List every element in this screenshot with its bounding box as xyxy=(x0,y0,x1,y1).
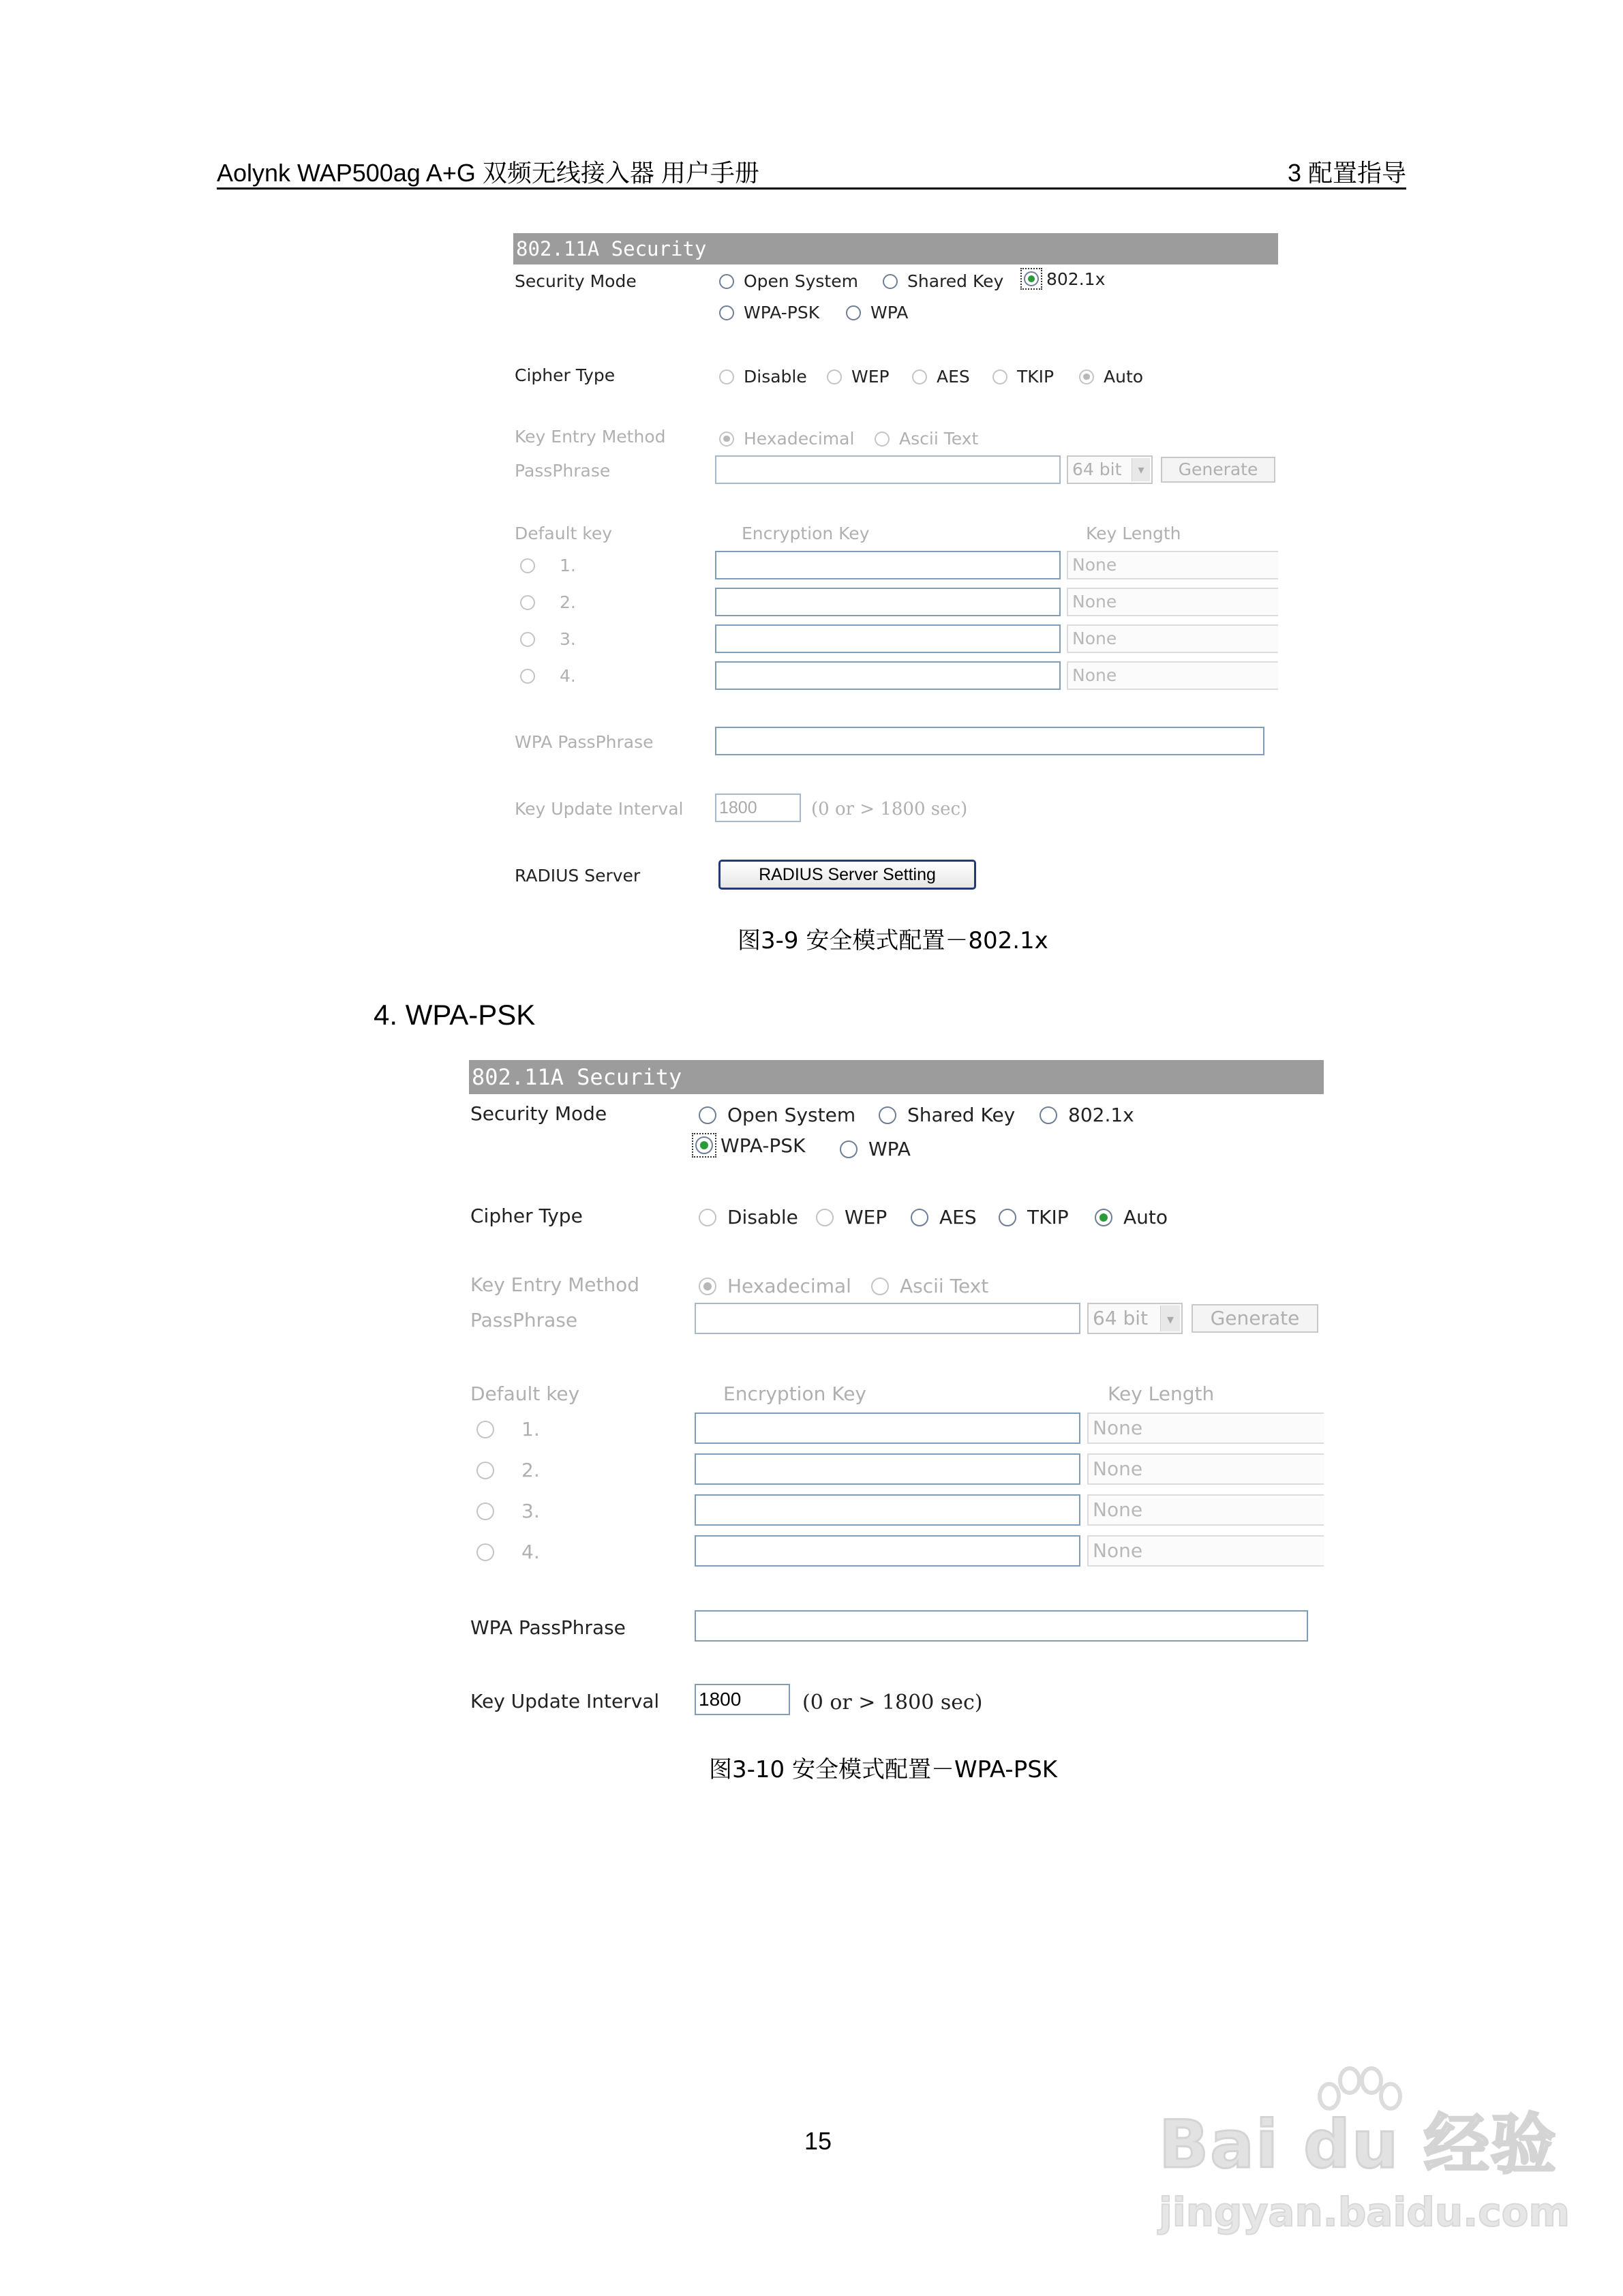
chevron-down-icon: ▾ xyxy=(1132,458,1150,481)
key-length-label: Key Length xyxy=(1086,524,1181,543)
panel-title: 802.11A Security xyxy=(513,233,1278,265)
radio-icon xyxy=(719,305,734,320)
panel-title: 802.11A Security xyxy=(469,1060,1324,1094)
radio-icon xyxy=(476,1421,494,1438)
watermark-brand: Bai du 经验 xyxy=(1159,2106,1558,2183)
figure-caption-3-10: 图3-10 安全模式配置－WPA-PSK xyxy=(709,1756,1058,1783)
passphrase-input[interactable] xyxy=(715,455,1061,484)
key-length-1: None xyxy=(1067,551,1278,579)
passphrase-input[interactable] xyxy=(695,1303,1080,1334)
radio-icon xyxy=(912,369,927,384)
wpa-passphrase-input[interactable] xyxy=(715,727,1264,755)
radio-icon xyxy=(992,369,1007,384)
cipher-type-label: Cipher Type xyxy=(515,365,616,385)
radio-8021x[interactable]: 802.1x xyxy=(1020,268,1105,290)
chevron-down-icon: ▾ xyxy=(1160,1305,1180,1331)
radio-icon xyxy=(871,1278,889,1295)
security-panel-8021x xyxy=(513,233,1278,888)
radio-selected-icon xyxy=(699,1278,716,1295)
radio-shared-key[interactable]: Shared Key xyxy=(879,1104,1015,1126)
key-update-interval-input[interactable]: 1800 xyxy=(695,1684,790,1715)
radio-icon xyxy=(699,1209,716,1226)
radio-icon xyxy=(827,369,842,384)
radio-cipher-aes[interactable]: AES xyxy=(911,1206,977,1228)
radio-default-key-3[interactable]: 3. xyxy=(476,1500,540,1522)
radio-cipher-tkip[interactable]: TKIP xyxy=(992,367,1054,387)
key-length-2: None xyxy=(1067,588,1278,616)
radio-icon xyxy=(840,1141,858,1158)
radio-selected-icon xyxy=(695,1136,713,1154)
key-update-hint: (0 or > 1800 sec) xyxy=(811,799,968,819)
radio-hexadecimal[interactable]: Hexadecimal xyxy=(719,429,854,449)
radio-8021x[interactable]: 802.1x xyxy=(1040,1104,1134,1126)
radio-wpa-psk[interactable]: WPA-PSK xyxy=(719,303,819,322)
radio-icon xyxy=(699,1106,716,1124)
key-length-4: None xyxy=(1087,1535,1324,1567)
watermark-logo xyxy=(1159,2093,1570,2235)
radio-icon xyxy=(719,274,734,289)
key-bit-select[interactable]: 64 bit ▾ xyxy=(1087,1303,1183,1334)
section-heading: 4. WPA-PSK xyxy=(374,999,536,1031)
radio-cipher-wep[interactable]: WEP xyxy=(816,1206,887,1228)
key-length-1: None xyxy=(1087,1413,1324,1444)
key-update-hint: (0 or > 1800 sec) xyxy=(802,1691,983,1715)
radio-icon xyxy=(520,558,535,573)
paw-icon xyxy=(1309,2066,1404,2147)
wpa-passphrase-input[interactable] xyxy=(695,1610,1308,1642)
radio-default-key-2[interactable]: 2. xyxy=(476,1459,540,1481)
radio-open-system[interactable]: Open System xyxy=(699,1104,855,1126)
radio-cipher-disable[interactable]: Disable xyxy=(699,1206,798,1228)
default-key-label: Default key xyxy=(515,524,613,543)
security-mode-label: Security Mode xyxy=(515,271,637,291)
watermark-url: jingyan.baidu.com xyxy=(1159,2189,1570,2235)
radio-cipher-auto[interactable]: Auto xyxy=(1095,1206,1168,1228)
radio-selected-icon xyxy=(719,432,734,447)
radio-icon xyxy=(520,632,535,647)
radio-ascii-text[interactable]: Ascii Text xyxy=(871,1275,988,1297)
chapter-title: 3 配置指导 xyxy=(1287,159,1406,187)
radio-default-key-1[interactable]: 1. xyxy=(520,556,576,575)
radio-default-key-3[interactable]: 3. xyxy=(520,629,576,649)
generate-button[interactable]: Generate xyxy=(1192,1304,1318,1333)
radio-icon xyxy=(520,669,535,684)
radio-icon xyxy=(875,432,890,447)
radio-wpa[interactable]: WPA xyxy=(840,1138,911,1160)
encryption-key-1-input[interactable] xyxy=(715,551,1061,579)
radio-shared-key[interactable]: Shared Key xyxy=(883,271,1003,291)
key-length-4: None xyxy=(1067,661,1278,690)
security-mode-label: Security Mode xyxy=(470,1102,607,1125)
radio-icon xyxy=(999,1209,1016,1226)
radio-icon xyxy=(719,369,734,384)
radius-server-setting-button[interactable]: RADIUS Server Setting xyxy=(718,860,976,890)
radio-icon xyxy=(846,305,861,320)
radio-icon xyxy=(476,1502,494,1520)
radius-server-label: RADIUS Server xyxy=(515,866,641,886)
cipher-type-label: Cipher Type xyxy=(470,1205,583,1227)
radio-cipher-auto[interactable]: Auto xyxy=(1079,367,1143,387)
radio-selected-icon xyxy=(1079,369,1094,384)
radio-ascii-text[interactable]: Ascii Text xyxy=(875,429,978,449)
key-update-interval-input[interactable]: 1800 xyxy=(715,794,801,822)
radio-default-key-2[interactable]: 2. xyxy=(520,592,576,612)
radio-icon xyxy=(476,1543,494,1561)
encryption-key-1-input[interactable] xyxy=(695,1413,1080,1444)
radio-icon xyxy=(1040,1106,1057,1124)
radio-icon xyxy=(883,274,898,289)
document-title: Aolynk WAP500ag A+G 双频无线接入器 用户手册 xyxy=(217,159,759,187)
radio-default-key-4[interactable]: 4. xyxy=(520,666,576,686)
radio-open-system[interactable]: Open System xyxy=(719,271,858,291)
encryption-key-label: Encryption Key xyxy=(723,1383,866,1405)
radio-default-key-1[interactable]: 1. xyxy=(476,1418,540,1440)
key-length-3: None xyxy=(1087,1494,1324,1526)
radio-icon xyxy=(879,1106,896,1124)
passphrase-label: PassPhrase xyxy=(470,1309,578,1331)
radio-cipher-aes[interactable]: AES xyxy=(912,367,970,387)
passphrase-label: PassPhrase xyxy=(515,461,611,481)
key-update-interval-label: Key Update Interval xyxy=(470,1690,660,1712)
key-update-interval-label: Key Update Interval xyxy=(515,799,684,819)
default-key-label: Default key xyxy=(470,1383,580,1405)
key-entry-method-label: Key Entry Method xyxy=(470,1273,640,1296)
security-panel-wpa-psk xyxy=(469,1060,1324,1728)
key-length-label: Key Length xyxy=(1108,1383,1215,1405)
radio-icon xyxy=(476,1462,494,1479)
figure-caption-3-9: 图3-9 安全模式配置－802.1x xyxy=(738,927,1048,954)
encryption-key-3-input[interactable] xyxy=(715,624,1061,653)
radio-wpa[interactable]: WPA xyxy=(846,303,908,322)
radio-hexadecimal[interactable]: Hexadecimal xyxy=(699,1275,851,1297)
encryption-key-2-input[interactable] xyxy=(695,1453,1080,1485)
radio-icon xyxy=(520,595,535,610)
radio-icon xyxy=(911,1209,928,1226)
radio-icon xyxy=(816,1209,834,1226)
radio-cipher-tkip[interactable]: TKIP xyxy=(999,1206,1069,1228)
wpa-passphrase-label: WPA PassPhrase xyxy=(515,732,654,752)
radio-selected-icon xyxy=(1095,1209,1112,1226)
page-number: 15 xyxy=(804,2127,832,2155)
key-length-2: None xyxy=(1087,1453,1324,1485)
radio-selected-icon xyxy=(1024,271,1039,286)
encryption-key-4-input[interactable] xyxy=(715,661,1061,690)
encryption-key-label: Encryption Key xyxy=(742,524,870,543)
radio-default-key-4[interactable]: 4. xyxy=(476,1541,540,1563)
wpa-passphrase-label: WPA PassPhrase xyxy=(470,1616,626,1639)
header-rule xyxy=(217,187,1406,190)
generate-button[interactable]: Generate xyxy=(1161,457,1275,483)
encryption-key-2-input[interactable] xyxy=(715,588,1061,616)
radio-cipher-disable[interactable]: Disable xyxy=(719,367,807,387)
key-entry-method-label: Key Entry Method xyxy=(515,427,666,447)
radio-wpa-psk[interactable]: WPA-PSK xyxy=(692,1133,805,1158)
key-length-3: None xyxy=(1067,624,1278,653)
radio-cipher-wep[interactable]: WEP xyxy=(827,367,890,387)
encryption-key-4-input[interactable] xyxy=(695,1535,1080,1567)
encryption-key-3-input[interactable] xyxy=(695,1494,1080,1526)
key-bit-select[interactable]: 64 bit ▾ xyxy=(1067,455,1153,484)
